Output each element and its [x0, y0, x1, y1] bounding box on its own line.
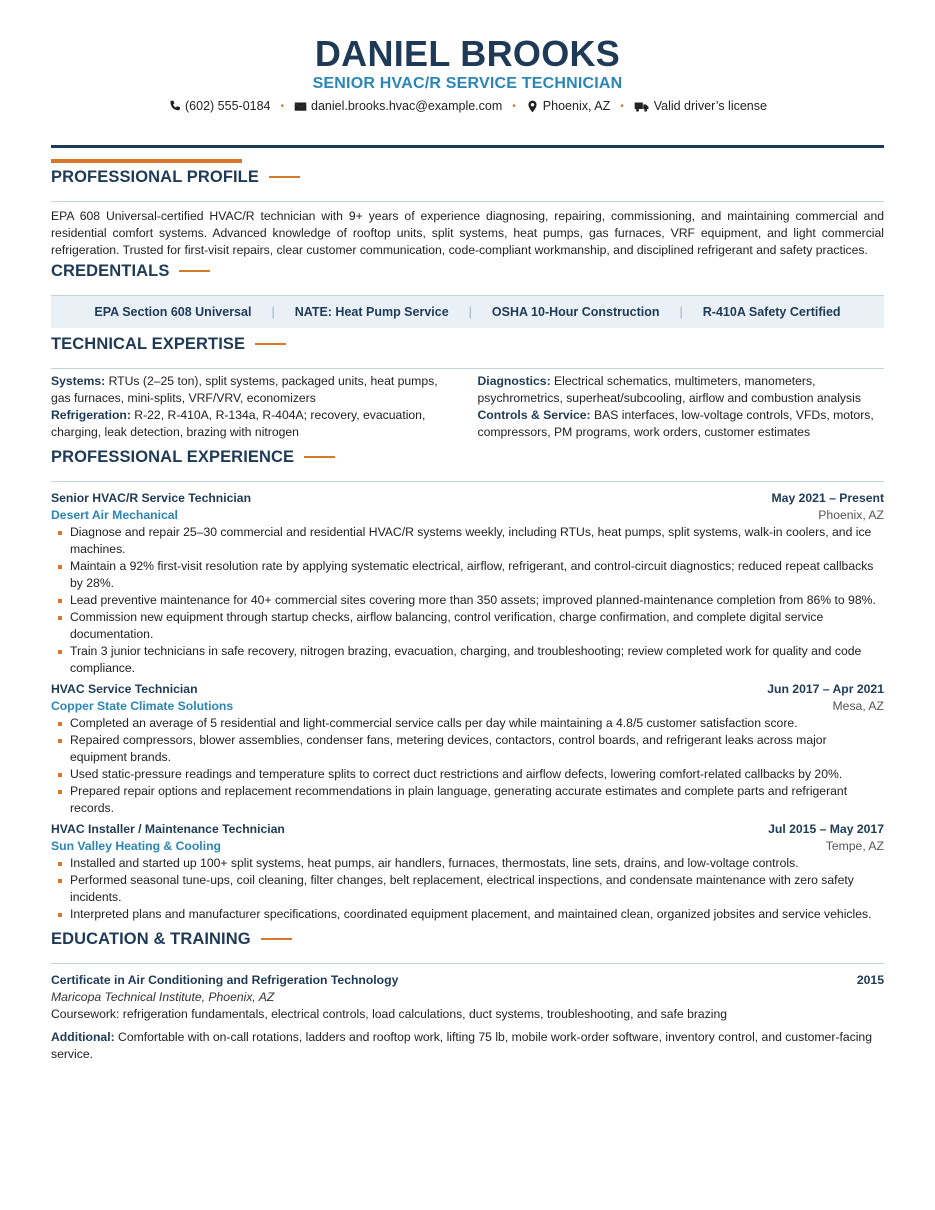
job-bullet: Train 3 junior technicians in safe recovery, nitrogen brazing, evacuation, charging, and troubleshooting; review completed work for quality and code compliance. — [51, 643, 884, 677]
heading-accent-dash — [261, 938, 292, 940]
expertise-item — [51, 407, 458, 441]
job-location: Mesa, AZ — [832, 699, 884, 713]
job-bullets — [51, 715, 884, 817]
job-header-row — [51, 681, 884, 698]
additional-label: Additional: — [51, 1030, 115, 1044]
truck-icon — [634, 100, 650, 113]
job-entry — [51, 681, 884, 817]
contact-separator: • — [280, 101, 285, 112]
expertise-section — [51, 334, 884, 441]
job-bullet: Interpreted plans and manufacturer specifications, coordinated equipment placement, and maintained clean, organized jobsites and service vehicles. — [51, 906, 884, 923]
heading-accent-dash — [304, 456, 335, 458]
job-dates: May 2021 – Present — [771, 491, 884, 505]
company-name: Desert Air Mechanical — [51, 508, 178, 522]
additional-text: Comfortable with on-call rotations, ladders and rooftop work, lifting 75 lb, mobile work-order software, inventory control, and customer-facing service. — [51, 1030, 872, 1061]
profile-summary: EPA 608 Universal-certified HVAC/R technician with 9+ years of experience diagnosing, repairing, commissioning, and maintaining commercial and residential comfort systems. Advanced knowledge of rooftop units, split systems, heat pumps, gas furnaces, VRF equipment, and light commercial refrigeration. Trusted for first-visit repairs, clear customer communication, code-compliant workmanship, and disciplined refrigerant and safety practices. — [51, 209, 884, 257]
contact-phone — [168, 98, 270, 115]
job-dates: Jun 2017 – Apr 2021 — [767, 682, 884, 696]
education-section — [51, 929, 884, 1063]
job-location: Tempe, AZ — [825, 839, 884, 853]
contact-separator: • — [512, 101, 516, 112]
education-header-row — [51, 972, 884, 989]
location-text: Phoenix, AZ — [542, 99, 611, 113]
contact-location — [526, 98, 610, 115]
job-bullet: Performed seasonal tune-ups, coil cleaning, filter changes, belt replacement, electrical inspections, and condensate maintenance with zero safety incidents. — [51, 872, 884, 906]
expertise-text: R-22, R-410A, R-134a, R-404A; recovery, evacuation, charging, leak detection, brazing with nitrogen — [51, 408, 426, 439]
section-rule — [51, 368, 884, 369]
expertise-item — [51, 373, 458, 407]
expertise-label: Systems: — [51, 374, 106, 388]
credential-separator: | — [271, 304, 275, 319]
resume-header — [51, 0, 884, 115]
job-bullet: Repaired compressors, blower assemblies, condenser fans, metering devices, contactors, control boards, and refrigerant leaks across major equipment brands. — [51, 732, 884, 766]
job-company-row — [51, 838, 884, 855]
section-heading — [51, 929, 884, 949]
section-heading-text: TECHNICAL EXPERTISE — [51, 335, 246, 353]
job-bullet: Prepared repair options and replacement recommendations in plain language, generating accurate estimates and complete parts and refrigerant records. — [51, 783, 884, 817]
email-address: daniel.brooks.hvac@example.com — [311, 99, 503, 113]
credential-item: OSHA 10-Hour Construction — [491, 304, 660, 319]
profile-section — [51, 167, 884, 259]
credential-separator: | — [679, 304, 683, 319]
heading-accent-dash — [269, 176, 300, 178]
section-heading-text: PROFESSIONAL EXPERIENCE — [51, 448, 295, 466]
envelope-icon — [294, 100, 307, 113]
job-entry — [51, 490, 884, 677]
job-title: HVAC Service Technician — [51, 682, 198, 696]
coursework-text: Coursework: refrigeration fundamentals, electrical controls, load calculations, duct systems, troubleshooting, and safe brazing — [51, 1007, 728, 1021]
section-heading — [51, 447, 884, 467]
credential-item: EPA Section 608 Universal — [94, 304, 252, 319]
expertise-label: Diagnostics: — [477, 374, 551, 388]
job-bullet: Commission new equipment through startup checks, airflow balancing, control verification, charge confirmation, and complete digital service documentation. — [51, 609, 884, 643]
experience-section — [51, 447, 884, 923]
expertise-text: BAS interfaces, low-voltage controls, VFDs, motors, compressors, PM programs, work orders, customer estimates — [477, 408, 874, 439]
additional-info — [51, 1029, 884, 1063]
section-rule — [51, 481, 884, 482]
credential-item: NATE: Heat Pump Service — [294, 304, 449, 319]
expertise-grid — [51, 373, 884, 441]
company-name: Sun Valley Heating & Cooling — [51, 839, 221, 853]
expertise-label: Refrigeration: — [51, 408, 131, 422]
job-bullets — [51, 524, 884, 677]
section-heading — [51, 261, 884, 281]
job-header-row — [51, 490, 884, 507]
section-heading — [51, 167, 884, 187]
section-heading-text: EDUCATION & TRAINING — [51, 930, 251, 948]
job-dates: Jul 2015 – May 2017 — [768, 822, 884, 836]
credentials-section — [51, 261, 884, 328]
job-title: HVAC Installer / Maintenance Technician — [51, 822, 285, 836]
section-heading-text: PROFESSIONAL PROFILE — [51, 168, 259, 186]
header-divider — [51, 145, 884, 165]
section-heading-text: CREDENTIALS — [51, 262, 170, 280]
degree-year: 2015 — [856, 973, 884, 987]
contact-separator: • — [620, 101, 624, 112]
contact-line — [51, 98, 884, 115]
divider-dark-rule — [51, 145, 884, 148]
map-pin-icon — [526, 100, 539, 113]
contact-license — [634, 98, 767, 115]
contact-email — [294, 98, 502, 115]
job-company-row — [51, 507, 884, 524]
section-rule — [51, 963, 884, 964]
job-bullet: Used static-pressure readings and temperature splits to correct duct restrictions and airflow defects, lowering comfort-related callbacks by 20%. — [51, 766, 884, 783]
job-bullet: Completed an average of 5 residential and light-commercial service calls per day while maintaining a 4.8/5 customer satisfaction score. — [51, 715, 884, 732]
phone-icon — [168, 100, 181, 113]
job-company-row — [51, 698, 884, 715]
job-entry — [51, 821, 884, 923]
candidate-name: DANIEL BROOKS — [314, 33, 621, 74]
education-entry — [51, 972, 884, 1063]
license-text: Valid driver’s license — [653, 99, 767, 113]
expertise-text: RTUs (2–25 ton), split systems, packaged units, heat pumps, gas furnaces, mini-splits, VRF/VRV, economizers — [51, 374, 438, 405]
job-bullets — [51, 855, 884, 923]
degree-name: Certificate in Air Conditioning and Refrigeration Technology — [51, 973, 399, 987]
section-rule — [51, 201, 884, 202]
job-title: Senior HVAC/R Service Technician — [51, 491, 252, 505]
job-bullet: Maintain a 92% first-visit resolution rate by applying systematic electrical, airflow, refrigerant, and control-circuit diagnostics; reduced repeat callbacks by 28%. — [51, 558, 884, 592]
job-header-row — [51, 821, 884, 838]
credential-separator: | — [468, 304, 472, 319]
job-bullet: Lead preventive maintenance for 40+ commercial sites covering more than 350 assets; improved planned-maintenance completion from 86% to 98%. — [51, 592, 884, 609]
job-bullet: Installed and started up 100+ split systems, heat pumps, air handlers, furnaces, thermostats, line sets, drains, and low-voltage controls. — [51, 855, 884, 872]
credential-item: R-410A Safety Certified — [702, 304, 841, 319]
company-name: Copper State Climate Solutions — [51, 699, 234, 713]
divider-accent-rule — [51, 159, 242, 163]
heading-accent-dash — [179, 270, 210, 272]
expertise-item — [478, 407, 885, 441]
candidate-role: SENIOR HVAC/R SERVICE TECHNICIAN — [312, 75, 623, 92]
expertise-label: Controls & Service: — [477, 408, 591, 422]
job-location: Phoenix, AZ — [818, 508, 884, 522]
section-heading — [51, 334, 884, 354]
school-name: Maricopa Technical Institute, Phoenix, AZ — [51, 990, 275, 1004]
phone-number: (602) 555-0184 — [185, 99, 271, 113]
heading-accent-dash — [255, 343, 286, 345]
expertise-item — [478, 373, 885, 407]
credentials-bar — [51, 295, 884, 328]
job-bullet: Diagnose and repair 25–30 commercial and residential HVAC/R systems weekly, including RTUs, heat pumps, split systems, walk-in coolers, and ice machines. — [51, 524, 884, 558]
expertise-text: Electrical schematics, multimeters, manometers, psychrometrics, superheat/subcooling, airflow and combustion analysis — [477, 374, 861, 405]
